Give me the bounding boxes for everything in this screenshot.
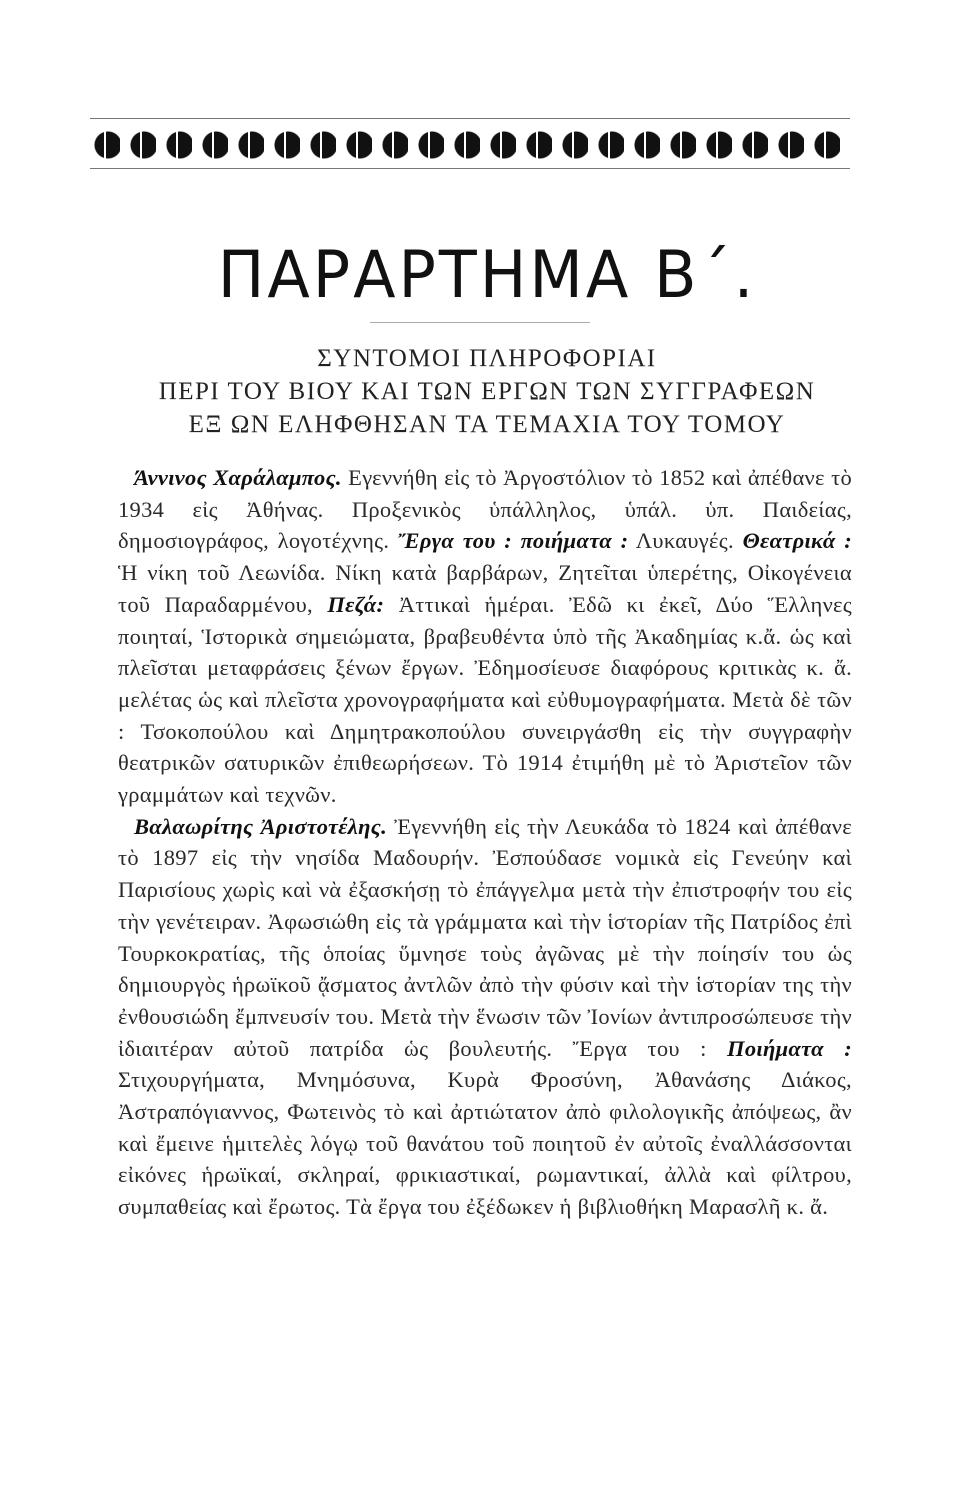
entry-text: Ἀττικαὶ ἡμέραι. Ἐδῶ κι ἐκεῖ, Δύο Ἕλληνες ποιηταί, Ἱστορικὰ σημειώματα, βραβευθέντα ὑπὸ τῆς Ἀκαδημίας κ.ἄ. ὡς καὶ πλεῖσται μεταφράσεις ξένων ἔργων. Ἐδημοσίευσε διαφόρους κριτικὰς κ. ἄ. μελέτας ὡς καὶ πλεῖστα χρονογραφήματα καὶ εὐθυμογραφήματα. Μετὰ δὲ τῶν : Τσοκοπούλου καὶ Δημητρακοπούλου συνειργάσθη εἰς τὴν συγγραφὴν θεατρικῶν σατυρικῶν ἐπιθεωρήσεων. Τὸ 1914 ἐτιμήθη μὲ τὸ Ἀριστεῖον τῶν γραμμάτων καὶ τεχνῶν.	[118, 591, 853, 808]
entry-text: Λυκαυγές.	[628, 528, 743, 554]
top-rule	[90, 118, 850, 119]
entry-name: Βαλαωρίτης Ἀριστοτέλης.	[134, 813, 387, 839]
entry-text: Ἐγεννήθη εἰς τὴν Λευκάδα τὸ 1824 καὶ ἀπέθανε τὸ 1897 εἰς τὴν νησίδα Μαδουρήν. Ἐσπούδασε νομικὰ εἰς Γενεύην καὶ Παρισίους χωρὶς καὶ νὰ ἐξασκήσῃ τὸ ἐπάγγελμα μετὰ τὴν ἐπιστροφήν του εἰς τὴν γενέτειραν. Ἀφωσιώθη εἰς τὰ γράμματα καὶ τὴν ἱστορίαν τῆς Πατρίδος ἐπὶ Τουρκοκρατίας, τῆς ὁποίας ὕμνησε τοὺς ἀγῶνας μὲ τὴν ποίησίν του ὡς δημιουργὸς ἡρωϊκοῦ ᾄσματος ἀντλῶν ἀπὸ τὴν φύσιν καὶ τὴν ἱστορίαν της τὴν ἐνθουσιώδη ἔμπνευσίν του. Μετὰ τὴν ἕνωσιν τῶν Ἰονίων ἀντιπροσώπευσε τὴν ἰδιαιτέραν αὐτοῦ πατρίδα ὡς βουλευτής. Ἔργα του :	[118, 813, 852, 1061]
entries-body	[118, 462, 852, 1223]
entry-name: Άννινος Χαράλαμπος.	[134, 465, 342, 490]
ornament-pattern	[90, 130, 850, 160]
works-label: Ἔργα του : ποιήματα :	[397, 528, 629, 554]
entry-text: Στιχουργήματα, Μνημόσυνα, Κυρὰ Φροσύνη, Ἀθανάσης Διάκος, Ἀστραπόγιαννος, Φωτεινὸς τὸ καὶ ἀρτιώτατον ἀπὸ φιλολογικῆς ἀπόψεως, ἂν καὶ ἔμεινε ἡμιτελὲς λόγῳ τοῦ θανάτου τοῦ ποιητοῦ ἐν αὐτοῖς ἐναλλάσσονται εἰκόνες ἡρωϊκαί, σκληραί, φρικιαστικαί, ρωμαντικαί, ἀλλὰ καὶ φίλτρου, συμπαθείας καὶ ἔρωτος. Τὰ ἔργα του ἐξέδωκεν ἡ βιβλιοθήκη Μαρασλῆ κ. ἄ.	[118, 1067, 852, 1220]
theatre-label: Θεατρικά :	[742, 528, 853, 554]
decorative-ornament-band	[90, 118, 850, 170]
entry-valaoritis	[118, 811, 852, 1223]
poems-label: Ποιήματα :	[727, 1035, 852, 1061]
subtitle-line-3: ΕΞ ΩΝ ΕΛΗΦΘΗΣΑΝ ΤΑ ΤΕΜΑΧΙΑ ΤΟΥ ΤΟΜΟΥ	[188, 411, 786, 438]
title-divider	[370, 322, 590, 323]
entry-annino	[118, 462, 852, 811]
page-title: ΠΑΡΑΡΤΗΜΑ Β΄.	[217, 236, 757, 313]
entry-text: Ἡ νίκη τοῦ Λεωνίδα. Νίκη κατὰ βαρβάρων, Ζητεῖται ὑπερέτης, Οἰκογένεια τοῦ Παραδαρμένου,	[118, 560, 852, 617]
prose-label: Πεζά:	[327, 591, 385, 617]
subtitle-line-2: ΠΕΡΙ ΤΟΥ ΒΙΟΥ ΚΑΙ ΤΩΝ ΕΡΓΩΝ ΤΩΝ ΣΥΓΓΡΑΦΕΩΝ	[158, 378, 816, 405]
subtitle-line-1: ΣΥΝΤΟΜΟΙ ΠΛΗΡΟΦΟΡΙΑΙ	[317, 345, 657, 372]
bottom-rule	[90, 168, 850, 169]
entry-text: Εγεννήθη εἰς τὸ Ἀργοστόλιον τὸ 1852 καὶ ἀπέθανε τὸ 1934 εἰς Ἀθήνας. Προξενικὸς ὑπάλληλος, ὑπάλ. ὑπ. Παιδείας, δημοσιογράφος, λογοτέχνης.	[118, 465, 852, 554]
